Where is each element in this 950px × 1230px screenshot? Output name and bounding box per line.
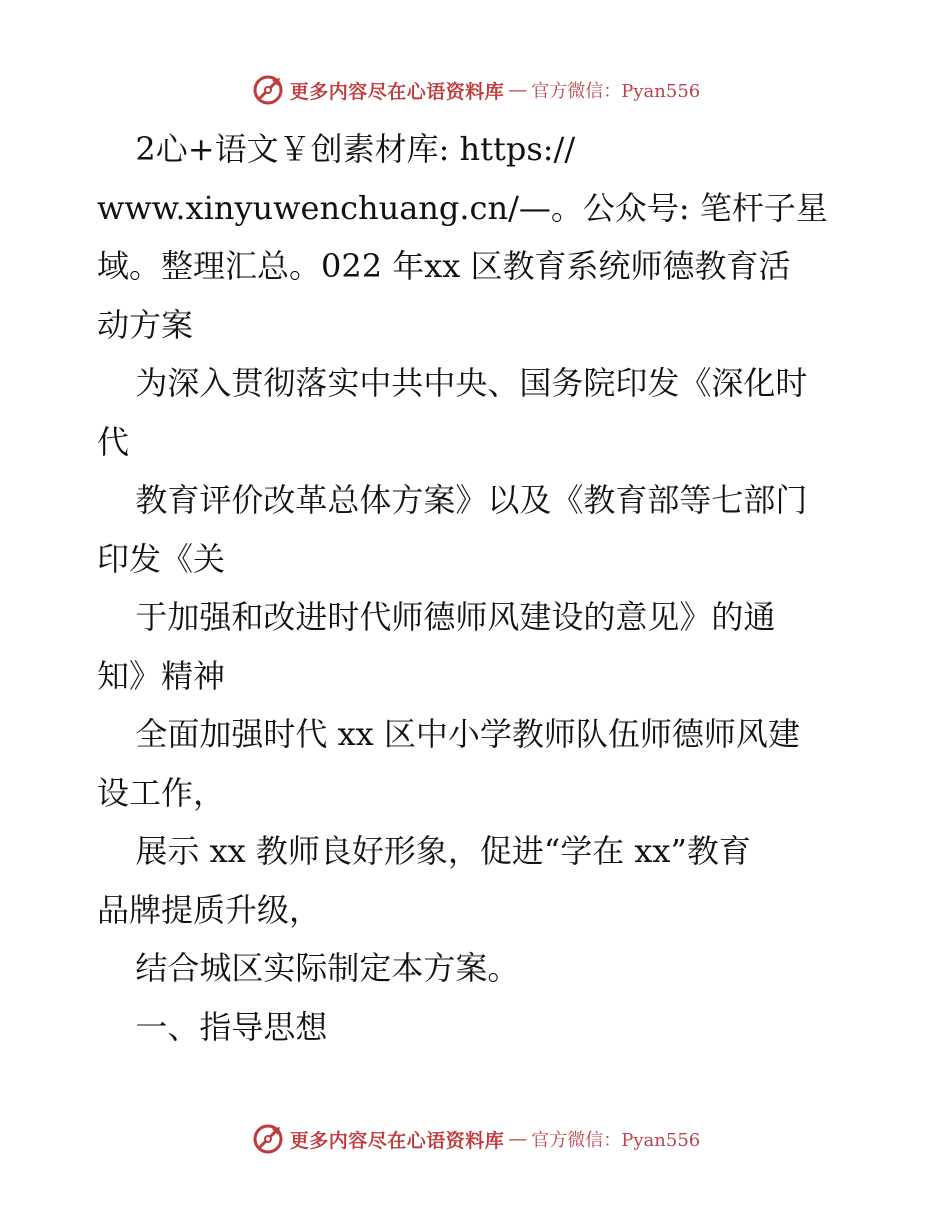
banner-main-text: 更多内容尽在心语资料库 [289, 1129, 505, 1152]
pen-nib-circle-icon [250, 72, 286, 108]
banner-inner [250, 72, 700, 108]
header-banner [0, 70, 950, 110]
paragraph-line: 为深入贯彻落实中共中央、国务院印发《深化时 [135, 364, 808, 402]
banner-separator: — [508, 79, 528, 101]
paragraph-line: 2心+语文￥创素材库: https:// [135, 130, 576, 168]
paragraph-line: 结合城区实际制定本方案。 [135, 949, 520, 987]
paragraph-line: 印发《关 [97, 539, 226, 578]
paragraph-line: 域。整理汇总。022 年xx 区教育系统师德教育活 [97, 247, 791, 285]
footer-banner [0, 1119, 950, 1159]
paragraph-line: 品牌提质升级， [97, 890, 322, 929]
document-body [97, 120, 867, 1056]
banner-contact-text: 官方微信：Pyan556 [531, 1130, 701, 1151]
section-heading: 一、指导思想 [135, 1007, 328, 1046]
banner-separator: — [508, 1128, 528, 1150]
pen-nib-circle-icon [250, 1121, 286, 1157]
paragraph-line: 全面加强时代 xx 区中小学教师队伍师德师风建 [135, 715, 800, 753]
banner-contact-text: 官方微信：Pyan556 [531, 81, 701, 102]
paragraph-line: www.xinyuwenchuang.cn/—。公众号: 笔杆子星 [97, 188, 828, 227]
paragraph-line: 展示 xx 教师良好形象，促进“学在 xx”教育 [135, 832, 751, 870]
paragraph-line: 知》精神 [97, 656, 226, 695]
banner-inner [250, 1121, 700, 1157]
paragraph-line: 代 [97, 422, 130, 461]
paragraph-line: 教育评价改革总体方案》以及《教育部等七部门 [135, 481, 808, 519]
paragraph-line: 于加强和改进时代师德师风建设的意见》的通 [135, 598, 776, 636]
paragraph-line: 动方案 [97, 305, 194, 344]
paragraph-line: 设工作， [97, 773, 226, 812]
banner-main-text: 更多内容尽在心语资料库 [289, 80, 505, 103]
